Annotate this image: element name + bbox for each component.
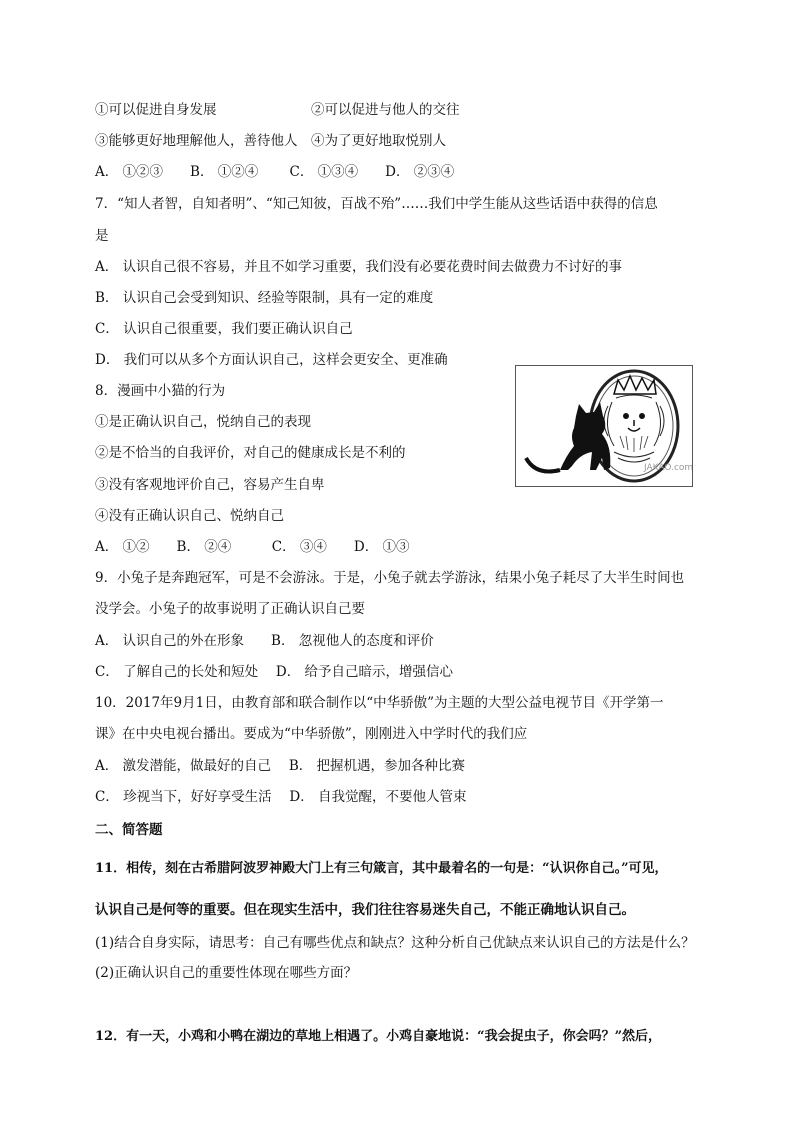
option-line: A． 认识自己的外在形象 B． 忽视他人的态度和评价 [95,633,434,649]
option-line: ①可以促进自身发展 ②可以促进与他人的交往 [95,102,460,118]
question-7: 7．“知人者智，自知者明”、“知己知彼，百战不殆”……我们中学生能从这些话语中获得的信息 [95,196,658,212]
option-d: D． 我们可以从多个方面认识自己，这样会更安全、更准确 [95,352,448,368]
question-8: 8．漫画中小猫的行为 [95,383,226,399]
section-heading: 二、简答题 [95,822,163,838]
watermark: JAKAO.com [644,463,692,473]
option-line: ②是不恰当的自我评价，对自己的健康成长是不利的 [95,445,406,461]
option-line: C． 珍视当下，好好享受生活 D． 自我觉醒，不要他人管束 [95,789,467,805]
question-9: 9．小兔子是奔跑冠军，可是不会游泳。于是，小兔子就去学游泳，结果小兔子耗尽了大半生时间也 [95,570,685,586]
question-10: 10．2017年9月1日，由教育部和联合制作以“中华骄傲”为主题的大型公益电视节目《开学第一 [95,695,664,711]
question-12: 12．有一天，小鸡和小鸭在湖边的草地上相遇了。小鸡自豪地说：“我会捉虫子，你会吗？”然后， [95,1029,662,1044]
question-9-cont: 没学会。小兔子的故事说明了正确认识自己要 [95,601,365,617]
question-10-cont: 课》在中央电视台播出。要成为“中华骄傲”，刚刚进入中学时代的我们应 [95,726,528,742]
option-line: C． 了解自己的长处和短处 D． 给予自己暗示，增强信心 [95,664,454,680]
question-11-part2: (2)正确认识自己的重要性体现在哪些方面？ [95,965,358,981]
option-line: ④没有正确认识自己、悦纳自己 [95,508,284,524]
option-a: A． 认识自己很不容易，并且不如学习重要，我们没有必要花费时间去做费力不讨好的事 [95,259,623,275]
option-b: B． 认识自己会受到知识、经验等限制，具有一定的难度 [95,290,434,306]
option-line: ③没有客观地评价自己，容易产生自卑 [95,477,325,493]
question-11: 11．相传，刻在古希腊阿波罗神殿大门上有三句箴言，其中最着名的一句是：“认识你自己。”可见， [95,861,668,876]
option-line: A． 激发潜能，做最好的自己 B． 把握机遇，参加各种比赛 [95,758,466,774]
cartoon-illustration [515,365,693,487]
option-line: ③能够更好地理解他人，善待他人 ④为了更好地取悦别人 [95,133,446,149]
answer-choices: A． ①②③ B． ①②④ C． ①③④ D． ②③④ [95,164,455,180]
option-line: ①是正确认识自己，悦纳自己的表现 [95,414,311,430]
question-7-cont: 是 [95,228,109,244]
option-c: C． 认识自己很重要，我们要正确认识自己 [95,321,353,337]
question-11-cont: 认识自己是何等的重要。但在现实生活中，我们往往容易迷失自己，不能正确地认识自己。 [95,902,635,918]
question-11-part1: (1)结合自身实际，请思考：自己有哪些优点和缺点？这种分析自己优缺点来认识自己的方法是什么？ [95,935,695,951]
answer-choices: A． ①② B． ②④ C． ③④ D． ①③ [95,539,410,555]
